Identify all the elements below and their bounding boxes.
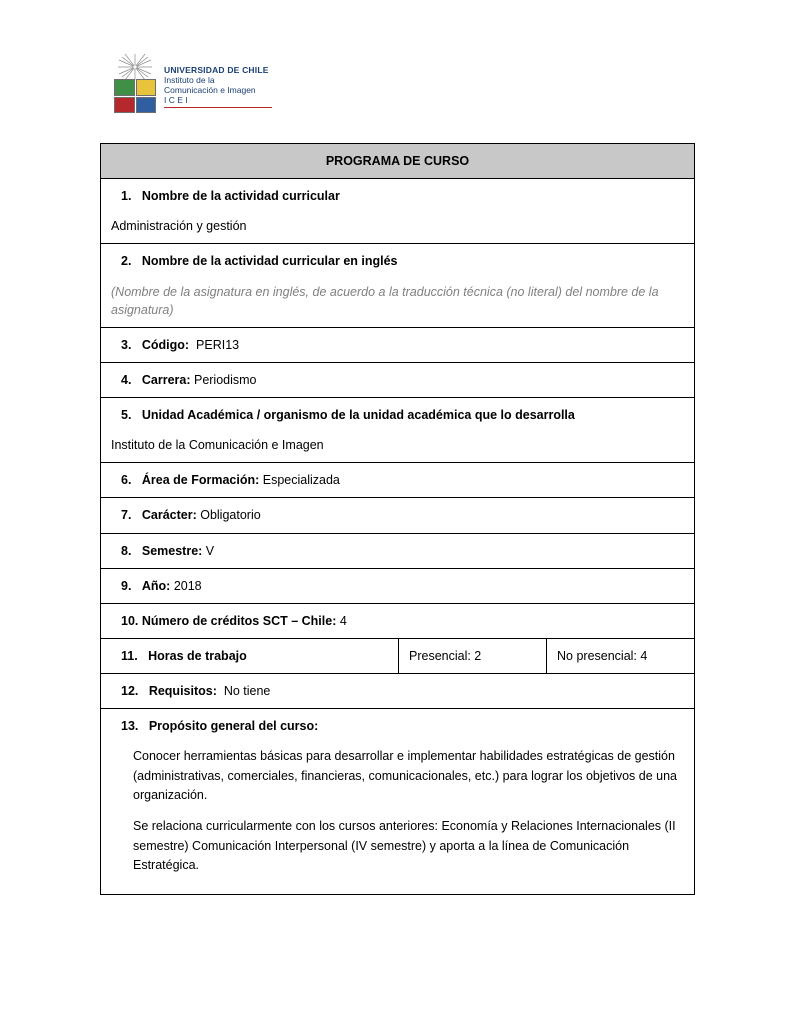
star-icon (116, 53, 154, 81)
row-label: 10. Número de créditos SCT – Chile: 4 (121, 613, 347, 628)
logo-squares (114, 79, 156, 113)
row-label: 6. Área de Formación: Especializada (121, 473, 340, 488)
purpose-paragraph: Conocer herramientas básicas para desarrollar e implementar habilidades estratégicas de gestión (administrativas, comerciales, financieras, comunicacionales, etc.) para lograr los objetivos de una organización. (133, 749, 678, 802)
row-value: Periodismo (193, 372, 257, 387)
table-row (101, 398, 695, 463)
page-title: PROGRAMA DE CURSO (101, 144, 695, 179)
row-label: 12. Requisitos: No tiene (121, 684, 271, 698)
row-value: (Nombre de la asignatura en inglés, de acuerdo a la traducción técnica (no literal) del nombre de la asignatura) (111, 284, 659, 317)
table-row (101, 603, 695, 638)
logo-institute-line2: Comunicación e Imagen (164, 85, 256, 96)
logo-mark (112, 53, 158, 115)
row-value: Administración y gestión (111, 219, 247, 234)
table-row (101, 568, 695, 603)
row-value: PERI13 (196, 337, 240, 352)
row-label: 7. Carácter: Obligatorio (121, 508, 261, 523)
row-label: 2. Nombre de la actividad curricular en inglés (121, 254, 398, 269)
row-value: No tiene (223, 684, 271, 698)
logo-university-name: UNIVERSIDAD DE CHILE (164, 65, 269, 75)
logo-institute-line1: Instituto de la (164, 75, 215, 86)
table-row (101, 674, 695, 709)
row-value: 4 (339, 613, 347, 628)
row-value: V (205, 543, 215, 558)
logo-square-green (114, 79, 135, 96)
row-label: 5. Unidad Académica / organismo de la unidad académica que lo desarrolla (121, 408, 575, 422)
row-label: 4. Carrera: Periodismo (121, 372, 257, 387)
table-row (101, 179, 695, 244)
table-row-hours (101, 638, 695, 673)
logo-square-red (114, 97, 135, 114)
logo-square-yellow (136, 79, 157, 96)
row-label: 11. Horas de trabajo (121, 648, 247, 663)
row-value: Obligatorio (200, 508, 261, 523)
row-value: Instituto de la Comunicación e Imagen (111, 438, 324, 453)
purpose-paragraph: Se relaciona curricularmente con los cursos anteriores: Economía y Relaciones Internacionales (II semestre) Comunicación Interpersonal (IV semestre) y aporta a la línea de Comunicación Estratégica. (133, 819, 676, 873)
table-row (101, 498, 695, 533)
row-label: 9. Año: 2018 (121, 578, 202, 593)
row-label: 8. Semestre: V (121, 543, 215, 558)
logo-square-blue (136, 97, 157, 114)
logo-acronym: I C E I (164, 95, 188, 106)
program-table (100, 143, 695, 895)
table-header-row (101, 144, 695, 179)
university-logo (112, 53, 700, 125)
table-row (101, 463, 695, 498)
row-label: 1. Nombre de la actividad curricular (121, 189, 340, 204)
hours-presencial: Presencial: 2 (399, 638, 547, 673)
row-value: Especializada (262, 473, 340, 488)
row-value: 2018 (173, 578, 202, 593)
logo-underline (164, 107, 272, 108)
row-label: 13. Propósito general del curso: (121, 719, 319, 734)
table-row (101, 327, 695, 362)
hours-no-presencial: No presencial: 4 (547, 638, 695, 673)
logo-text (164, 53, 272, 108)
row-label: 3. Código: PERI13 (121, 337, 240, 352)
table-row (101, 362, 695, 397)
table-row (101, 244, 695, 327)
table-row (101, 533, 695, 568)
table-row-purpose (101, 709, 695, 894)
